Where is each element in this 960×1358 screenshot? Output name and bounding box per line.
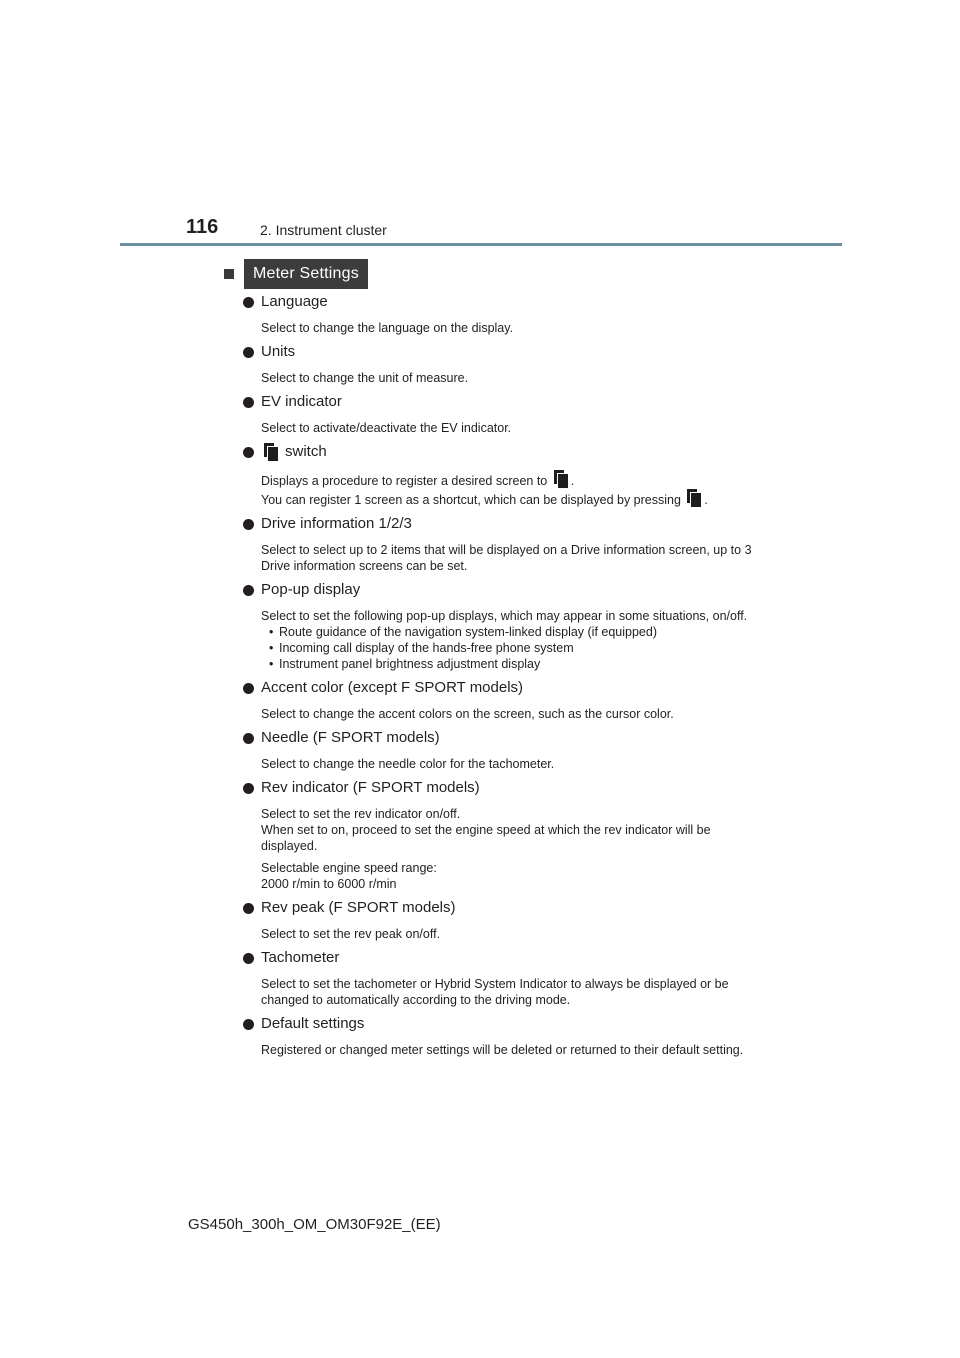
- item-drive-information: [243, 512, 763, 574]
- item-description: Selectable engine speed range:: [261, 861, 437, 875]
- settings-list: [243, 290, 763, 1058]
- bullet-icon: [243, 1019, 254, 1030]
- item-rev-indicator: [243, 776, 763, 892]
- item-title: Tachometer: [261, 949, 340, 966]
- item-default-settings: [243, 1012, 763, 1058]
- header-divider: [120, 243, 842, 246]
- item-description: Select to change the needle color for the tachometer.: [261, 757, 555, 771]
- item-description: Select to change the unit of measure.: [261, 371, 469, 385]
- screen-shortcut-icon: [553, 470, 569, 488]
- chapter-title: 2. Instrument cluster: [260, 222, 387, 238]
- item-description: Select to change the language on the display.: [261, 321, 514, 335]
- item-description: Select to set the tachometer or Hybrid System Indicator to always be displayed or be changed to automatically according to the driving mode.: [261, 977, 729, 1007]
- bullet-icon: [243, 585, 254, 596]
- item-description: Select to change the accent colors on the screen, such as the cursor color.: [261, 707, 674, 721]
- item-rev-peak: [243, 896, 763, 942]
- item-title: Drive information 1/2/3: [261, 515, 412, 532]
- item-title: switch: [285, 443, 327, 460]
- bullet-icon: [243, 519, 254, 530]
- square-bullet-icon: [224, 269, 234, 279]
- item-popup-display: [243, 578, 763, 672]
- item-description: Select to set the following pop-up displays, which may appear in some situations, on/off.: [261, 609, 748, 623]
- item-title: Rev indicator (F SPORT models): [261, 779, 480, 796]
- sub-list-item: • Route guidance of the navigation system-linked display (if equipped): [269, 624, 763, 640]
- item-title: Default settings: [261, 1015, 365, 1032]
- item-title: Needle (F SPORT models): [261, 729, 440, 746]
- page-number: 116: [186, 216, 219, 238]
- item-description: Registered or changed meter settings will be deleted or returned to their default setting.: [261, 1043, 744, 1057]
- item-tachometer: [243, 946, 763, 1008]
- page-header: [0, 0, 960, 250]
- item-title: Units: [261, 343, 296, 360]
- section-title: Meter Settings: [244, 259, 368, 289]
- bullet-icon: [243, 733, 254, 744]
- bullet-icon: [243, 347, 254, 358]
- sub-list: [269, 624, 763, 672]
- bullet-icon: [243, 447, 254, 458]
- item-description: When set to on, proceed to set the engine speed at which the rev indicator will be displayed.: [261, 823, 711, 853]
- item-description-line1: Displays a procedure to register a desired screen to: [261, 474, 548, 488]
- item-title: Pop-up display: [261, 581, 361, 598]
- sub-list-item: • Incoming call display of the hands-free phone system: [269, 640, 763, 656]
- item-title: Accent color (except F SPORT models): [261, 679, 524, 696]
- item-needle: [243, 726, 763, 772]
- bullet-icon: [243, 683, 254, 694]
- document-code: GS450h_300h_OM_OM30F92E_(EE): [188, 1216, 441, 1233]
- sub-list-item: • Instrument panel brightness adjustment display: [269, 656, 763, 672]
- item-description: Select to select up to 2 items that will be displayed on a Drive information screen, up to 3 Drive information screens can be set.: [261, 543, 752, 573]
- item-description: Select to activate/deactivate the EV indicator.: [261, 421, 512, 435]
- item-language: [243, 290, 763, 336]
- screen-shortcut-icon: [263, 443, 279, 461]
- bullet-icon: [243, 783, 254, 794]
- item-accent-color: [243, 676, 763, 722]
- item-title: Rev peak (F SPORT models): [261, 899, 456, 916]
- item-title: EV indicator: [261, 393, 342, 410]
- bullet-icon: [243, 397, 254, 408]
- item-shortcut-switch: switch Displays a procedure to register a desired screen to . You can register 1 screen as a shortcut, which can be displayed by pressing .: [243, 440, 763, 508]
- item-units: [243, 340, 763, 386]
- bullet-icon: [243, 903, 254, 914]
- bullet-icon: [243, 953, 254, 964]
- screen-shortcut-icon: [686, 489, 702, 507]
- bullet-icon: [243, 297, 254, 308]
- item-description: Select to set the rev indicator on/off.: [261, 807, 461, 821]
- item-description-line2: You can register 1 screen as a shortcut, which can be displayed by pressing: [261, 493, 681, 507]
- item-title: Language: [261, 293, 328, 310]
- item-ev-indicator: [243, 390, 763, 436]
- section-heading: [224, 259, 368, 289]
- item-description: 2000 r/min to 6000 r/min: [261, 877, 397, 891]
- item-description: Select to set the rev peak on/off.: [261, 927, 441, 941]
